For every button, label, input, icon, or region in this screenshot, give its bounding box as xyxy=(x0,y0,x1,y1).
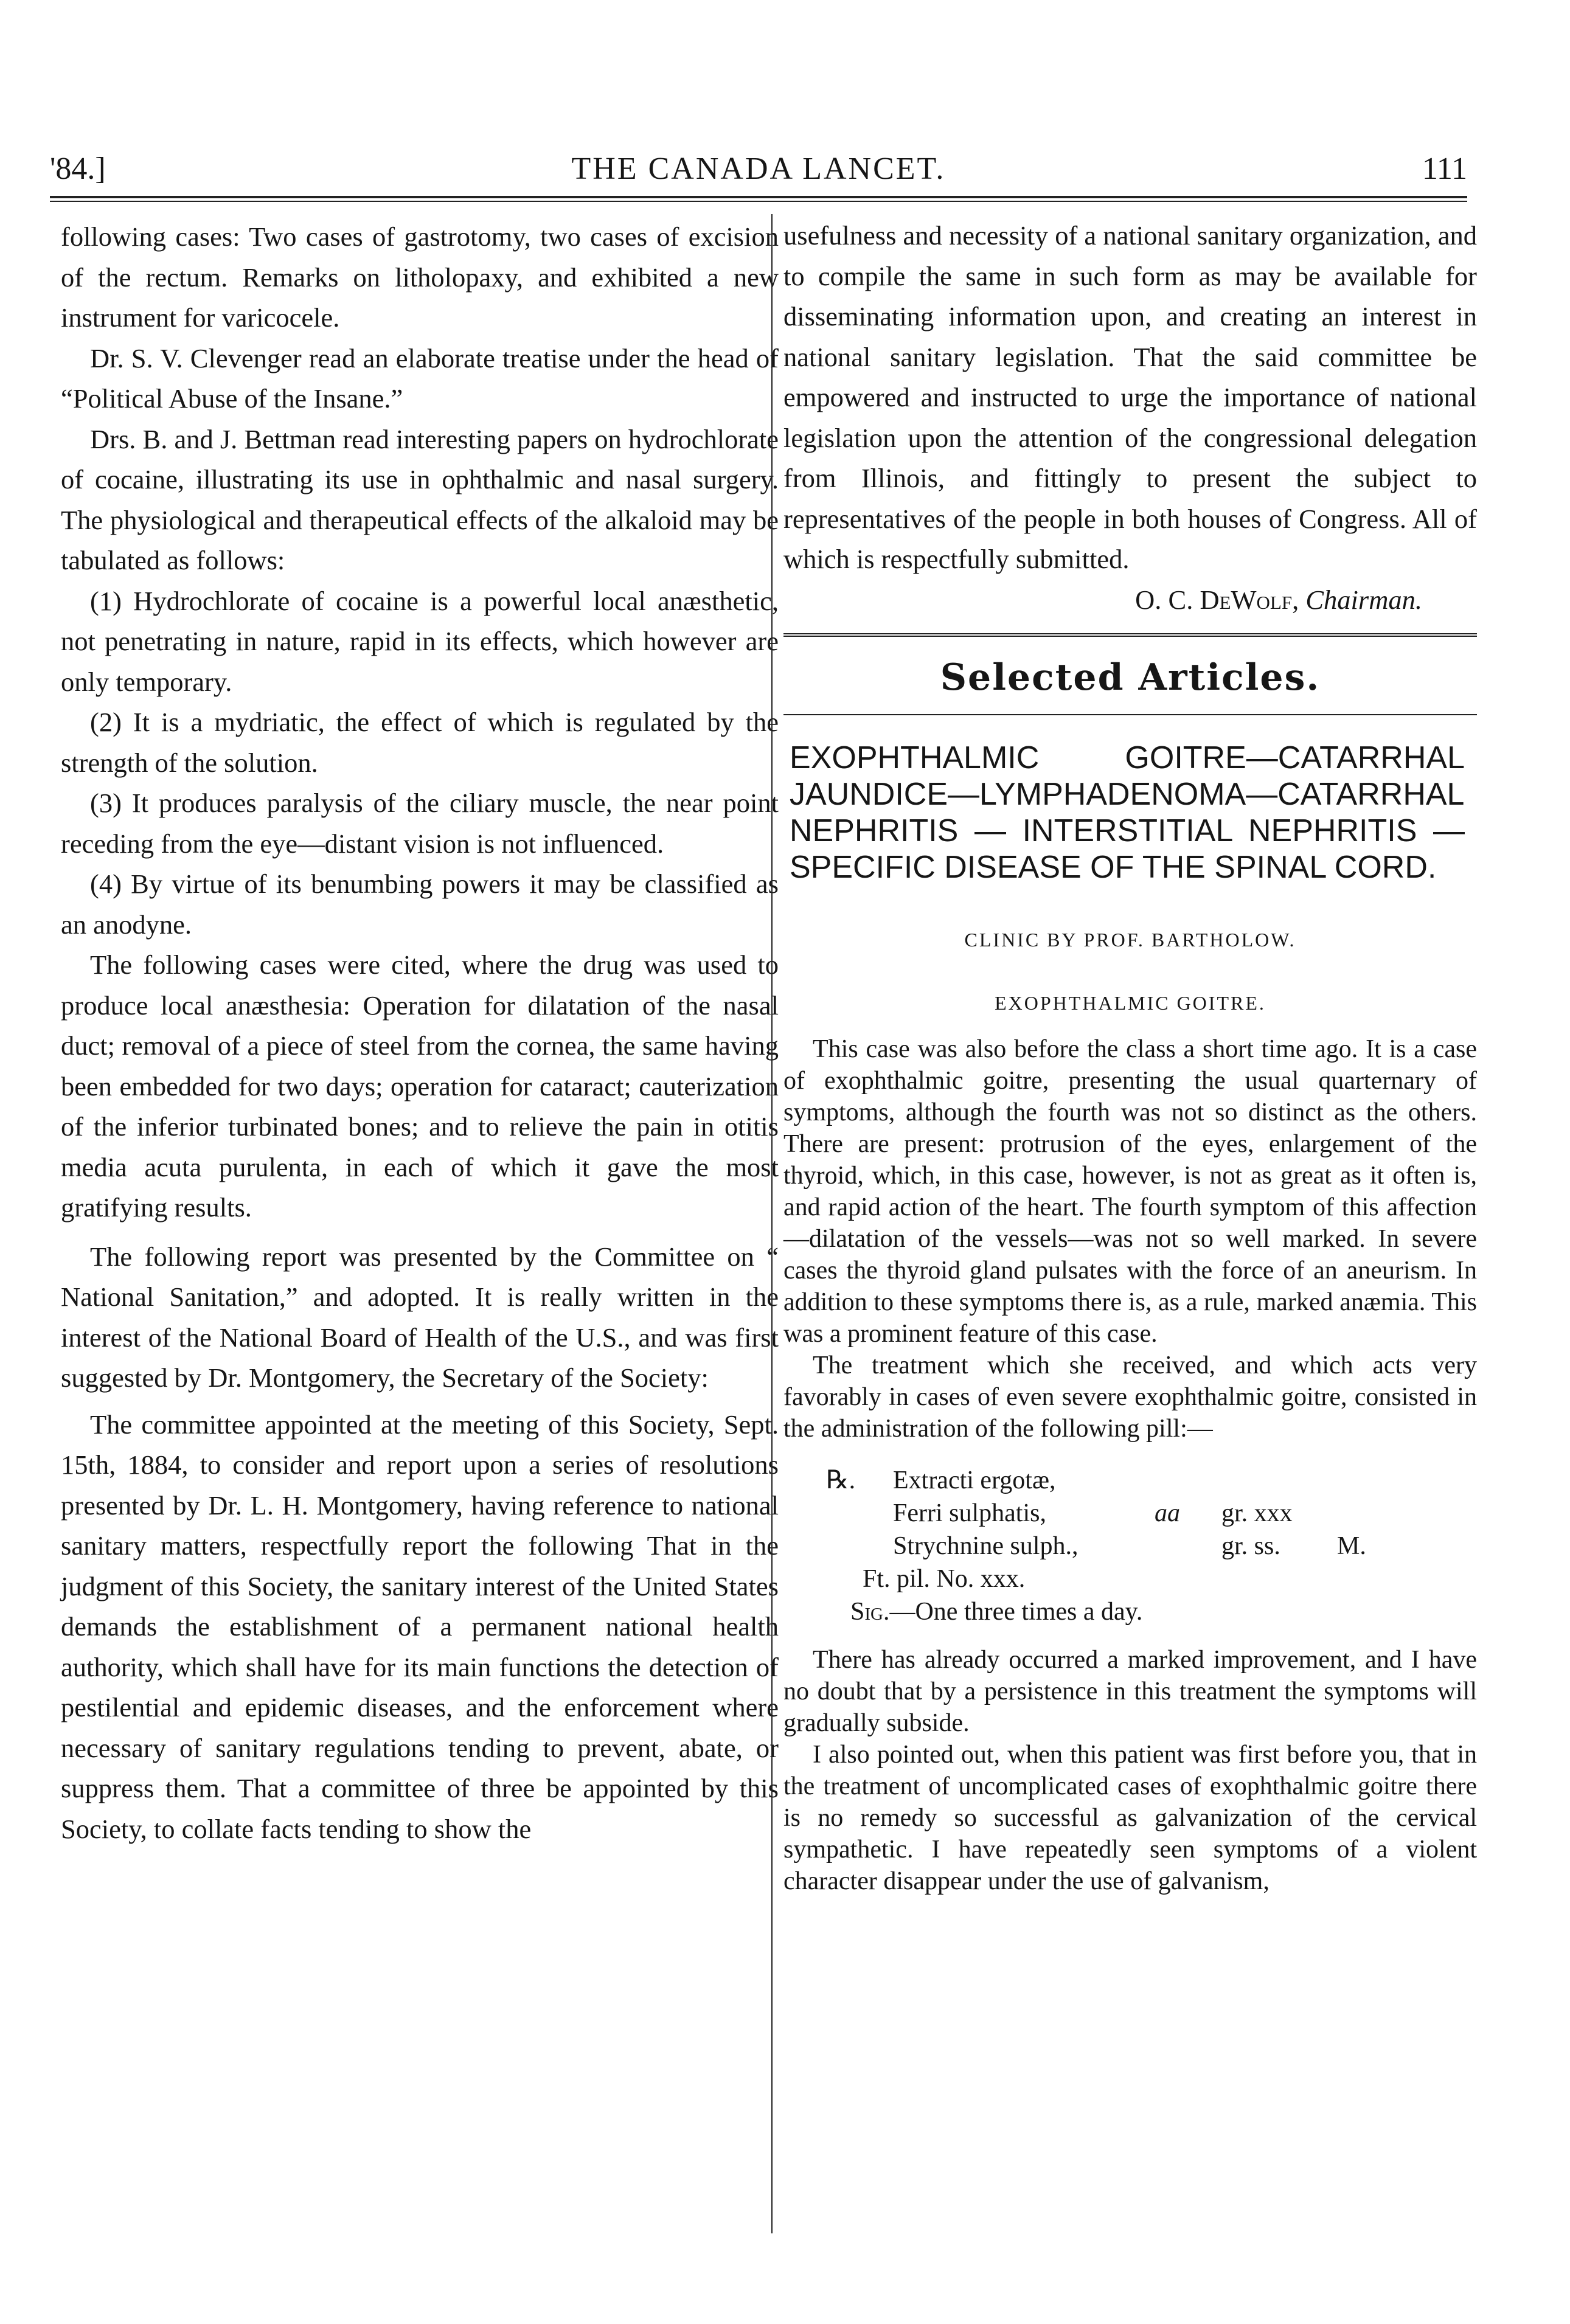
paragraph: The treatment which she received, and which acts very favorably in cases of even severe exophthalmic goitre, consisted in the administration of the following pill:— xyxy=(783,1351,1477,1443)
paragraph: Dr. S. V. Clevenger read an elaborate treatise under the head of “Political Abuse of the Insane.” xyxy=(61,342,779,414)
paragraph: following cases: Two cases of gastrotomy, two cases of excision of the rectum. Remarks on litholopaxy, and exhibited a new instrument for varicocele. xyxy=(61,221,779,333)
rx-dose: gr. ss. xyxy=(1221,1531,1280,1560)
recipe-symbol: ℞. xyxy=(826,1466,856,1494)
paragraph: I also pointed out, when this patient was first before you, that in the treatment of uncomplicated cases of exophthalmic goitre there is no remedy so successful as galvanization of the cervical sympathetic. I have repeatedly seen symptoms of a violent character disappear under the use of galvanism, xyxy=(783,1740,1477,1895)
page-number: 111 xyxy=(1422,151,1467,186)
article-title: EXOPHTHALMIC GOITRE—CATARRHAL JAUNDICE—LYMPHADENOMA—CATARRHAL NEPHRITIS — INTERSTITIAL NEPHRITIS — SPECIFIC DISEASE OF THE SPINAL CORD. xyxy=(790,740,1465,885)
prescription xyxy=(826,1464,1477,1628)
journal-title: THE CANADA LANCET. xyxy=(571,151,946,186)
section-title: Selected Articles. xyxy=(940,656,1321,699)
paragraph: The following report was presented by the Committee on “ National Sanitation,” and adopted. It is really written in the interest of the National Board of Health of the U.S., and was first suggested by Dr. Montgomery, the Secretary of the Society: xyxy=(61,1241,779,1393)
paragraph: Drs. B. and J. Bettman read interesting papers on hydrochlorate of cocaine, illustrating its use in ophthalmic and nasal surgery. The physiological and therapeutical effects of the alkaloid may be tabulated as follows: xyxy=(61,423,779,575)
left-column xyxy=(61,217,779,1849)
paragraph: The following cases were cited, where the drug was used to produce local anæsthesia: Operation for dilatation of the nasal duct; removal of a piece of steel from the cornea, the same having been embedded for two days; operation for cataract; cauterization of the inferior turbinated bones; and to relieve the pain in otitis media acuta purulenta, in each of which it gave the most gratifying results. xyxy=(61,949,779,1223)
header-rule-thin xyxy=(50,201,1467,202)
rx-ingredient: Strychnine sulph., xyxy=(893,1531,1079,1560)
paragraph: The committee appointed at the meeting of this Society, Sept. 15th, 1884, to consider and report upon a series of resolutions presented by Dr. L. H. Montgomery, having reference to national sanitary matters, respectfully report the following That in the judgment of this Society, the sanitary interest of the United States demands the establishment of a permanent national health authority, which shall have for its main functions the detection of pestilential and epidemic diseases, and the enforcement where necessary of sanitary regulations tending to prevent, abate, or suppress them. That a committee of three be appointed by this Society, to collate facts tending to show the xyxy=(61,1409,779,1844)
rx-dose: gr. xxx xyxy=(1221,1499,1293,1527)
rx-directions xyxy=(826,1595,1477,1628)
article-byline: CLINIC BY PROF. BARTHOLOW. xyxy=(964,928,1296,951)
rx-pills: Ft. pil. No. xxx. xyxy=(863,1564,1026,1593)
rx-aa: aa xyxy=(1155,1499,1180,1527)
numbered-item: (3) It produces paralysis of the ciliary muscle, the near point receding from the eye—distant vision is not influenced. xyxy=(61,788,779,859)
running-header xyxy=(50,151,1467,193)
header-year: '84.] xyxy=(50,151,106,186)
section-rule xyxy=(783,633,1477,640)
section-rule-thin xyxy=(783,714,1477,715)
sig-text: —One three times a day. xyxy=(889,1597,1143,1626)
article-subhead: EXOPHTHALMIC GOITRE. xyxy=(995,992,1266,1014)
numbered-item: (4) By virtue of its benumbing powers it may be classified as an anodyne. xyxy=(61,869,779,940)
rx-ingredient: Ferri sulphatis, xyxy=(893,1499,1046,1527)
signature-role: Chairman. xyxy=(1305,584,1422,615)
numbered-item: (1) Hydrochlorate of cocaine is a powerful local anæsthetic, not penetrating in nature, rapid in its effects, which however are only temporary. xyxy=(61,585,779,697)
rx-ingredient: Extracti ergotæ, xyxy=(893,1466,1056,1494)
paragraph: This case was also before the class a short time ago. It is a case of exophthalmic goitre, presenting the usual quarternary of symptoms, although the fourth was not so distinct as the others. There are present: protrusion of the eyes, enlargement of the thyroid, which, in this case, however, is not as great as it often is, and rapid action of the heart. The fourth symptom of this affection—dilatation of the vessels—was not so well marked. In severe cases the thyroid gland pulsates with the force of an aneurism. In addition to these symptoms there is, as a rule, marked anæmia. This was a prominent feature of this case. xyxy=(783,1035,1477,1348)
rx-misce: M. xyxy=(1337,1531,1366,1560)
signature-name: O. C. DeWolf, xyxy=(1135,584,1299,615)
paragraph: usefulness and necessity of a national sanitary organization, and to compile the same in such form as may be available for disseminating information upon, and creating an interest in national sanitary legislation. That the said committee be empowered and instructed to urge the importance of national legislation upon the attention of the congressional delegation from Illinois, and fittingly to present the subject to representatives of the people in both houses of Congress. All of which is respectfully submitted. xyxy=(783,220,1477,574)
column-divider xyxy=(771,214,773,2233)
header-rule xyxy=(50,196,1467,198)
numbered-item: (2) It is a mydriatic, the effect of which is regulated by the strength of the solution. xyxy=(61,707,779,778)
sig-label: Sig. xyxy=(850,1597,890,1626)
paragraph: There has already occurred a marked improvement, and I have no doubt that by a persistence in this treatment the symptoms will gradually subside. xyxy=(783,1645,1477,1737)
signature xyxy=(783,580,1477,620)
right-column xyxy=(783,215,1477,1897)
